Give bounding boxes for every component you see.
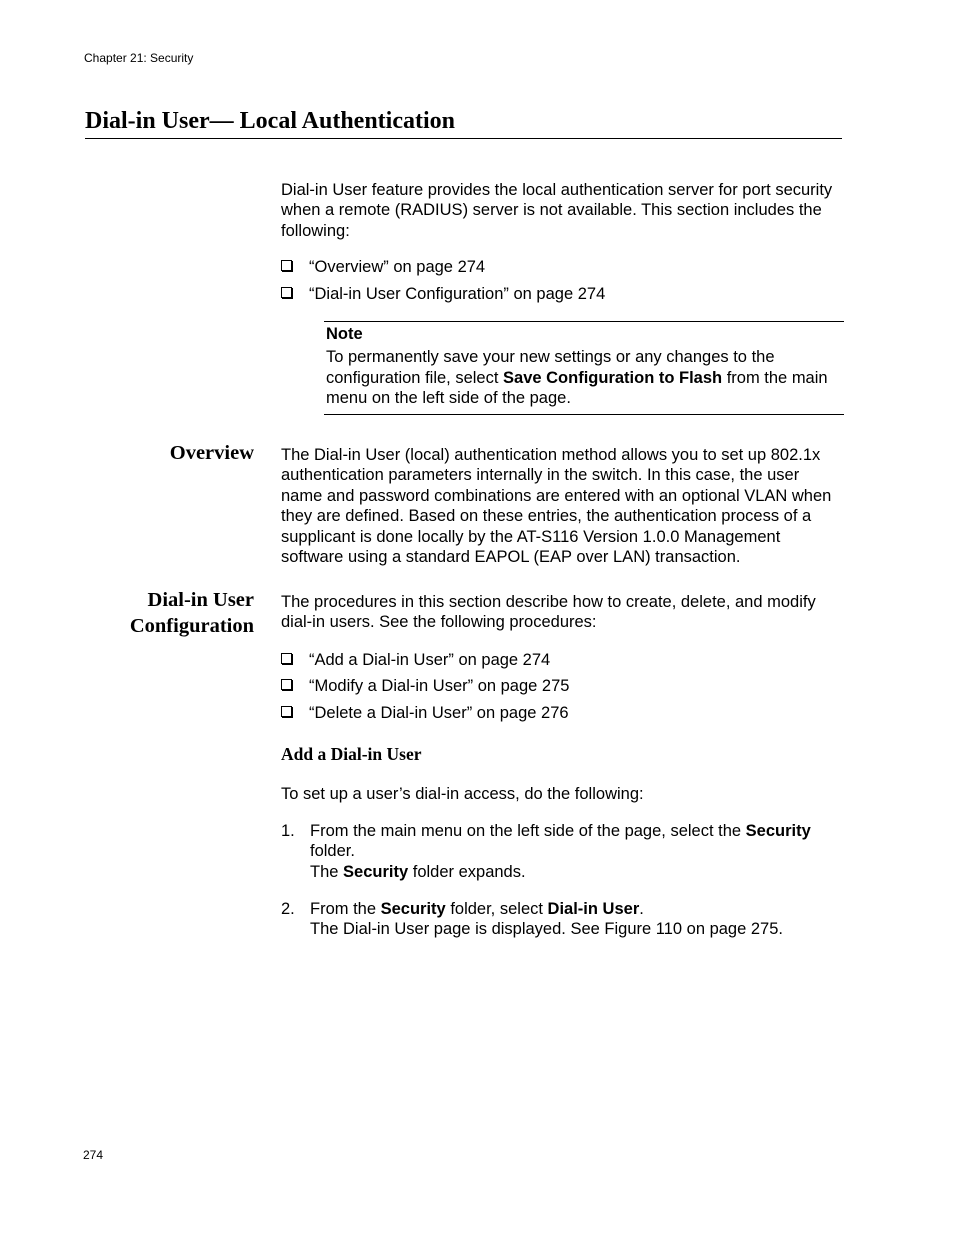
- list-item-text: “Overview” on page 274: [309, 258, 486, 276]
- add-user-subheading: Add a Dial-in User: [281, 744, 422, 764]
- procedure-step-1: [281, 821, 841, 882]
- overview-heading: Overview: [169, 442, 254, 464]
- checkbox-bullet-icon: [281, 653, 292, 664]
- config-list-item[interactable]: [281, 650, 841, 670]
- procedure-step-2: [281, 899, 841, 940]
- running-header: Chapter 21: Security: [84, 51, 194, 65]
- step-text: From the Security folder, select Dial-in User.: [310, 900, 644, 918]
- note-label: Note: [326, 325, 363, 343]
- overview-paragraph: The Dial-in User (local) authentication method allows you to set up 802.1x authentication parameters internally in the switch. In this case, the user name and password combinations are entered with an optional VLAN when they are defined. Based on these entries, the authentication process of a supplicant is done locally by the AT-S116 Version 1.0.0 Management software using a standard EAPOL (EAP over LAN) transaction.: [281, 446, 832, 567]
- save-config-bold: Save Configuration to Flash: [503, 368, 723, 387]
- list-item-text: “Add a Dial-in User” on page 274: [309, 651, 551, 669]
- config-paragraph: The procedures in this section describe how to create, delete, and modify dial-in users. See the following procedures:: [281, 593, 816, 632]
- page-number: 274: [83, 1148, 104, 1162]
- note-text: To permanently save your new settings or any changes to the configuration file, select Save Configuration to Flash from the main menu on the left side of the page.: [326, 348, 828, 408]
- checkbox-bullet-icon: [281, 706, 292, 717]
- note-box: [324, 321, 844, 415]
- step-result: The Dial-in User page is displayed. See Figure 110 on page 275.: [310, 920, 783, 939]
- step-result: The Security folder expands.: [310, 862, 526, 881]
- intro-list-item[interactable]: [281, 257, 841, 277]
- config-list-item[interactable]: [281, 703, 841, 723]
- config-list-item[interactable]: [281, 676, 841, 696]
- list-item-text: “Dial-in User Configuration” on page 274: [309, 285, 606, 303]
- intro-paragraph: Dial-in User feature provides the local authentication server for port security when a remote (RADIUS) server is not available. This section includes the following:: [281, 181, 833, 240]
- config-heading: Dial-in User Configuration: [129, 589, 254, 637]
- step-number: 2.: [281, 900, 295, 918]
- intro-list-item[interactable]: [281, 284, 841, 304]
- add-user-intro: To set up a user’s dial-in access, do the following:: [281, 785, 644, 803]
- checkbox-bullet-icon: [281, 679, 292, 690]
- step-number: 1.: [281, 822, 295, 840]
- step-text: From the main menu on the left side of the page, select the Security folder.: [310, 822, 811, 861]
- checkbox-bullet-icon: [281, 287, 292, 298]
- checkbox-bullet-icon: [281, 260, 292, 271]
- list-item-text: “Modify a Dial-in User” on page 275: [309, 677, 570, 695]
- section-title: Dial-in User— Local Authentication: [85, 106, 842, 139]
- list-item-text: “Delete a Dial-in User” on page 276: [309, 704, 569, 722]
